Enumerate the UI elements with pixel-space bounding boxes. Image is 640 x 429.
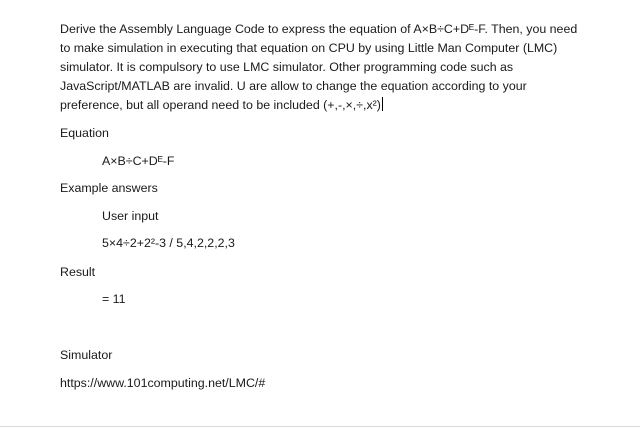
simulator-url[interactable]: https://www.101computing.net/LMC/# bbox=[60, 376, 266, 390]
intro-line: JavaScript/MATLAB are invalid. U are allow to change the equation according to your bbox=[60, 79, 527, 93]
intro-line: Derive the Assembly Language Code to express the equation of A×B÷C+Dᴱ-F. Then, you need bbox=[60, 22, 578, 36]
result-value: = 11 bbox=[102, 292, 126, 306]
equation-formula: A×B÷C+Dᴱ-F bbox=[102, 154, 175, 168]
text-cursor bbox=[382, 97, 383, 111]
intro-line-text: preference, but all operand need to be included (+,-,×,÷,x²) bbox=[60, 98, 381, 112]
document-body bbox=[60, 20, 608, 390]
intro-line-last bbox=[60, 96, 608, 115]
result-heading: Result bbox=[60, 265, 96, 279]
user-input-value: 5×4÷2+2²-3 / 5,4,2,2,2,3 bbox=[102, 236, 235, 250]
equation-heading: Equation bbox=[60, 126, 109, 140]
example-heading: Example answers bbox=[60, 181, 158, 195]
user-input-label: User input bbox=[102, 209, 159, 223]
intro-line: to make simulation in executing that equation on CPU by using Little Man Computer (LMC) bbox=[60, 41, 558, 55]
intro-line: simulator. It is compulsory to use LMC simulator. Other programming code such as bbox=[60, 60, 514, 74]
intro-paragraph bbox=[60, 20, 608, 115]
page-bottom-border bbox=[0, 426, 640, 427]
simulator-heading: Simulator bbox=[60, 348, 113, 362]
